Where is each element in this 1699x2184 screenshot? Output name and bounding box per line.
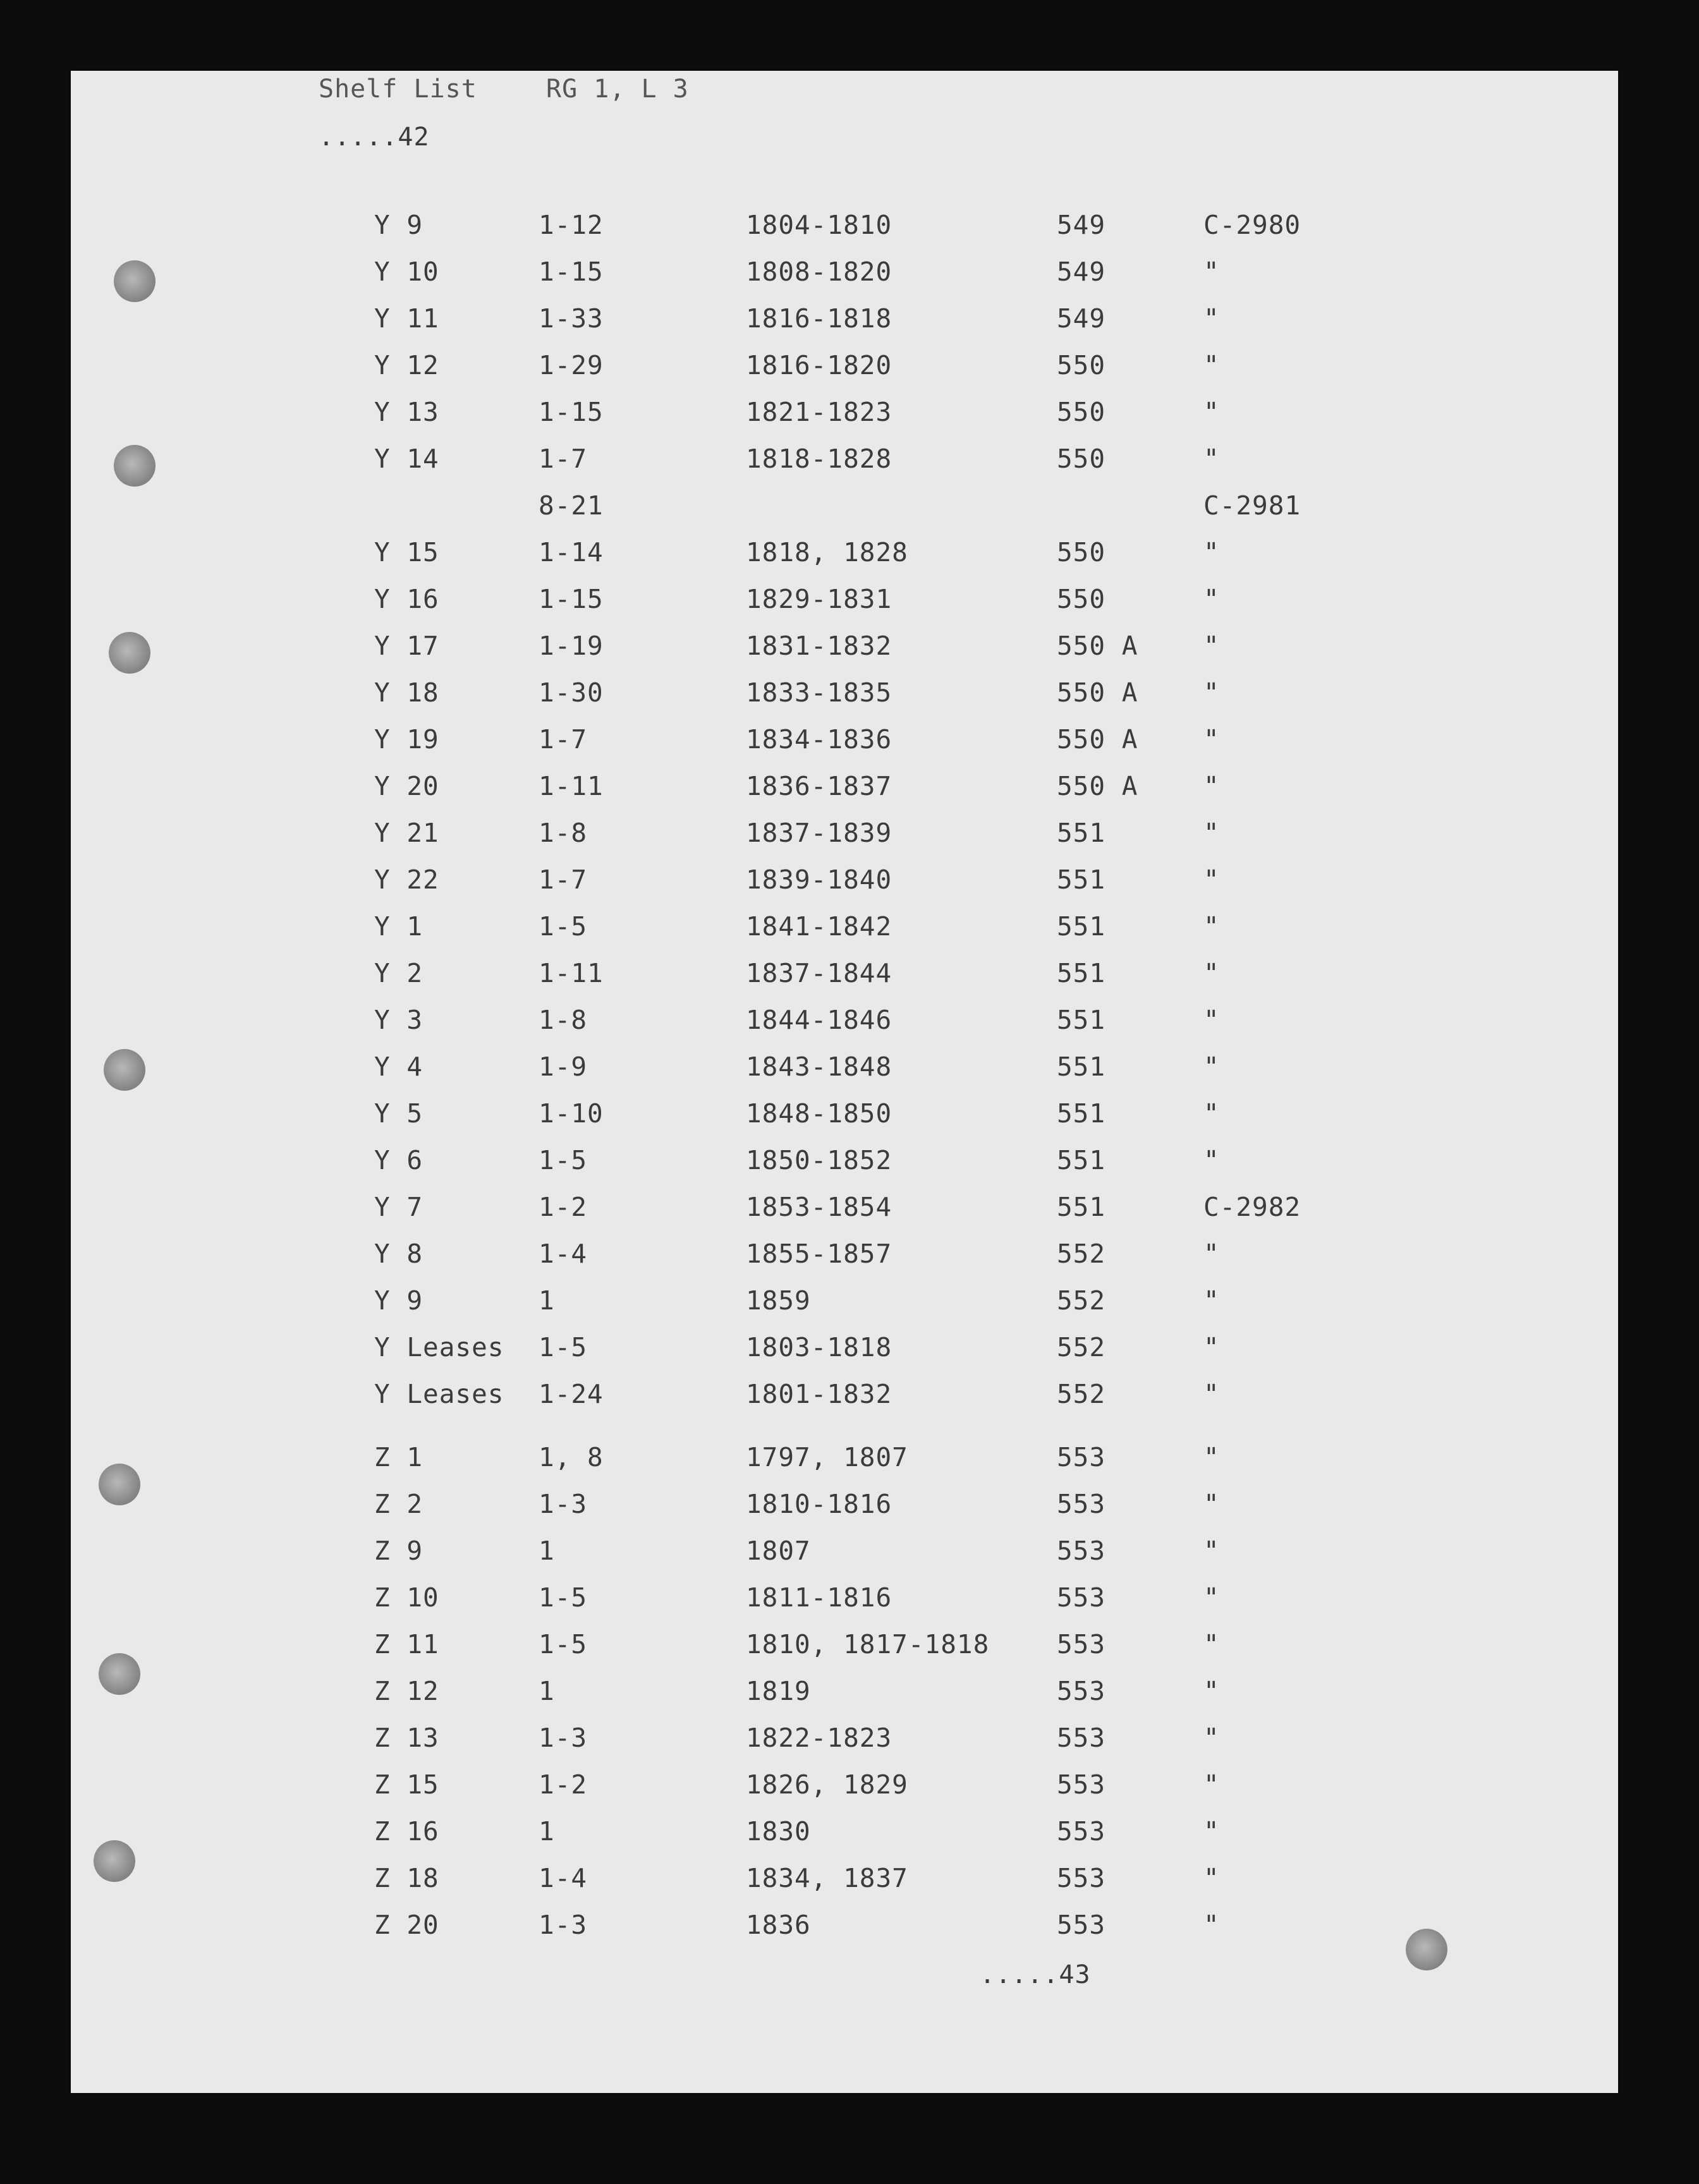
folder-cell: 1-5 [539, 1332, 588, 1362]
film-cell: " [1203, 631, 1220, 661]
folder-cell: 1-15 [539, 257, 604, 287]
box-cell: Y 21 [374, 818, 439, 848]
folder-cell: 1 [539, 1285, 555, 1316]
table-row [71, 350, 1618, 388]
folder-cell: 1-7 [539, 724, 588, 755]
reel-cell: 549 [1057, 303, 1106, 334]
reel-cell: 550 [1057, 584, 1106, 614]
film-cell: C-2981 [1203, 490, 1301, 521]
reel-cell: 552 [1057, 1285, 1106, 1316]
film-cell: " [1203, 1489, 1220, 1519]
dates-cell: 1821-1823 [746, 397, 892, 427]
dates-cell: 1804-1810 [746, 210, 892, 240]
box-cell: Y 19 [374, 724, 439, 755]
reel-cell: 550 [1057, 397, 1106, 427]
box-cell: Z 9 [374, 1536, 423, 1566]
box-cell: Y 9 [374, 210, 423, 240]
folder-cell: 1-15 [539, 584, 604, 614]
table-row [71, 1098, 1618, 1136]
table-row [71, 1629, 1618, 1667]
folder-cell: 1-4 [539, 1863, 588, 1893]
film-cell: " [1203, 350, 1220, 380]
folder-cell: 1, 8 [539, 1442, 604, 1472]
film-cell: " [1203, 1676, 1220, 1706]
table-row [71, 1285, 1618, 1323]
box-cell: Z 16 [374, 1816, 439, 1847]
box-cell: Y 6 [374, 1145, 423, 1175]
dates-cell: 1837-1844 [746, 958, 892, 988]
dates-cell: 1819 [746, 1676, 811, 1706]
reel-cell: 551 [1057, 1005, 1106, 1035]
box-cell: Y 4 [374, 1052, 423, 1082]
reel-cell: 550 A [1057, 677, 1138, 708]
folder-cell: 1-3 [539, 1723, 588, 1753]
table-row [71, 631, 1618, 669]
dates-cell: 1801-1832 [746, 1379, 892, 1409]
table-row [71, 864, 1618, 902]
reel-cell: 550 A [1057, 631, 1138, 661]
table-row [71, 1723, 1618, 1761]
film-cell: " [1203, 1582, 1220, 1613]
film-cell: " [1203, 1723, 1220, 1753]
folder-cell: 1-14 [539, 537, 604, 567]
folder-cell: 1 [539, 1536, 555, 1566]
reel-cell: 553 [1057, 1769, 1106, 1800]
box-cell: Y 22 [374, 864, 439, 895]
film-cell: " [1203, 1863, 1220, 1893]
dates-cell: 1807 [746, 1536, 811, 1566]
dates-cell: 1843-1848 [746, 1052, 892, 1082]
dates-cell: 1848-1850 [746, 1098, 892, 1129]
table-row [71, 537, 1618, 575]
film-cell: " [1203, 257, 1220, 287]
folder-cell: 1-33 [539, 303, 604, 334]
box-cell: Y 15 [374, 537, 439, 567]
folder-cell: 1-11 [539, 958, 604, 988]
box-cell: Y 12 [374, 350, 439, 380]
box-cell: Z 20 [374, 1910, 439, 1940]
reel-cell: 550 A [1057, 771, 1138, 801]
folder-cell: 1-7 [539, 864, 588, 895]
table-row [71, 1239, 1618, 1277]
box-cell: Y 10 [374, 257, 439, 287]
table-row [71, 1145, 1618, 1183]
folder-cell: 1-15 [539, 397, 604, 427]
reel-cell: 553 [1057, 1676, 1106, 1706]
table-row [71, 1379, 1618, 1417]
table-row [71, 397, 1618, 435]
box-cell: Z 10 [374, 1582, 439, 1613]
film-cell: " [1203, 911, 1220, 942]
box-cell: Y 5 [374, 1098, 423, 1129]
reel-cell: 552 [1057, 1332, 1106, 1362]
table-row [71, 1863, 1618, 1901]
film-cell: " [1203, 537, 1220, 567]
reel-cell: 551 [1057, 911, 1106, 942]
film-cell: " [1203, 1098, 1220, 1129]
reel-cell: 553 [1057, 1910, 1106, 1940]
reel-cell: 553 [1057, 1723, 1106, 1753]
film-cell: C-2980 [1203, 210, 1301, 240]
table-row [71, 257, 1618, 294]
dates-cell: 1818-1828 [746, 444, 892, 474]
folder-cell: 1-8 [539, 1005, 588, 1035]
table-row [71, 958, 1618, 996]
folder-cell: 1-3 [539, 1489, 588, 1519]
reel-cell: 552 [1057, 1379, 1106, 1409]
box-cell: Z 1 [374, 1442, 423, 1472]
reel-cell: 550 A [1057, 724, 1138, 755]
dates-cell: 1850-1852 [746, 1145, 892, 1175]
dates-cell: 1834, 1837 [746, 1863, 908, 1893]
film-cell: " [1203, 1145, 1220, 1175]
dates-cell: 1844-1846 [746, 1005, 892, 1035]
film-cell: " [1203, 818, 1220, 848]
table-row [71, 584, 1618, 622]
film-cell: " [1203, 1769, 1220, 1800]
dates-cell: 1833-1835 [746, 677, 892, 708]
box-cell: Y Leases [374, 1332, 504, 1362]
dates-cell: 1836 [746, 1910, 811, 1940]
box-cell: Y 14 [374, 444, 439, 474]
table-row [71, 677, 1618, 715]
box-cell: Z 12 [374, 1676, 439, 1706]
table-row [71, 1816, 1618, 1854]
reel-cell: 551 [1057, 1145, 1106, 1175]
film-cell: " [1203, 1285, 1220, 1316]
film-cell: " [1203, 1442, 1220, 1472]
dates-cell: 1855-1857 [746, 1239, 892, 1269]
table-row [71, 1536, 1618, 1574]
dates-cell: 1859 [746, 1285, 811, 1316]
film-cell: C-2982 [1203, 1192, 1301, 1222]
folder-cell: 1-3 [539, 1910, 588, 1940]
box-cell: Y 17 [374, 631, 439, 661]
film-cell: " [1203, 1816, 1220, 1847]
dates-cell: 1826, 1829 [746, 1769, 908, 1800]
box-cell: Y 13 [374, 397, 439, 427]
table-row [71, 444, 1618, 482]
reel-cell: 553 [1057, 1582, 1106, 1613]
reel-cell: 550 [1057, 537, 1106, 567]
box-cell: Y 7 [374, 1192, 423, 1222]
table-row [71, 490, 1618, 528]
folder-cell: 1-9 [539, 1052, 588, 1082]
next-page-ref: .....43 [980, 1960, 1091, 1989]
dates-cell: 1831-1832 [746, 631, 892, 661]
folder-cell: 1-2 [539, 1769, 588, 1800]
film-cell: " [1203, 677, 1220, 708]
folder-cell: 1-29 [539, 350, 604, 380]
table-row [71, 724, 1618, 762]
folder-cell: 1-8 [539, 818, 588, 848]
dates-cell: 1797, 1807 [746, 1442, 908, 1472]
table-row [71, 911, 1618, 949]
box-cell: Z 18 [374, 1863, 439, 1893]
reel-cell: 553 [1057, 1863, 1106, 1893]
dates-cell: 1816-1820 [746, 350, 892, 380]
box-cell: Z 11 [374, 1629, 439, 1659]
film-cell: " [1203, 1379, 1220, 1409]
folder-cell: 1-5 [539, 1145, 588, 1175]
folder-cell: 1 [539, 1676, 555, 1706]
box-cell: Y 9 [374, 1285, 423, 1316]
box-cell: Y 8 [374, 1239, 423, 1269]
reel-cell: 553 [1057, 1489, 1106, 1519]
reel-cell: 553 [1057, 1629, 1106, 1659]
dates-cell: 1818, 1828 [746, 537, 908, 567]
folder-cell: 8-21 [539, 490, 604, 521]
dates-cell: 1837-1839 [746, 818, 892, 848]
film-cell: " [1203, 1629, 1220, 1659]
reel-cell: 553 [1057, 1442, 1106, 1472]
reel-cell: 550 [1057, 350, 1106, 380]
box-cell: Y Leases [374, 1379, 504, 1409]
film-cell: " [1203, 303, 1220, 334]
reel-cell: 551 [1057, 818, 1106, 848]
dates-cell: 1808-1820 [746, 257, 892, 287]
reel-cell: 551 [1057, 1098, 1106, 1129]
reel-cell: 551 [1057, 1192, 1106, 1222]
folder-cell: 1-5 [539, 1629, 588, 1659]
folder-cell: 1-10 [539, 1098, 604, 1129]
folder-cell: 1-12 [539, 210, 604, 240]
previous-page-ref: .....42 [319, 123, 430, 152]
table-row [71, 1192, 1618, 1230]
dates-cell: 1836-1837 [746, 771, 892, 801]
box-cell: Y 11 [374, 303, 439, 334]
dates-cell: 1829-1831 [746, 584, 892, 614]
table-row [71, 1910, 1618, 1948]
folder-cell: 1-4 [539, 1239, 588, 1269]
dates-cell: 1822-1823 [746, 1723, 892, 1753]
box-cell: Z 15 [374, 1769, 439, 1800]
reel-cell: 551 [1057, 1052, 1106, 1082]
film-cell: " [1203, 584, 1220, 614]
document-page [71, 71, 1618, 2093]
table-row [71, 1052, 1618, 1089]
box-cell: Z 13 [374, 1723, 439, 1753]
film-cell: " [1203, 958, 1220, 988]
film-cell: " [1203, 1052, 1220, 1082]
dates-cell: 1839-1840 [746, 864, 892, 895]
table-row [71, 1489, 1618, 1527]
dates-cell: 1803-1818 [746, 1332, 892, 1362]
box-cell: Y 1 [374, 911, 423, 942]
table-row [71, 1442, 1618, 1480]
dates-cell: 1811-1816 [746, 1582, 892, 1613]
folder-cell: 1-7 [539, 444, 588, 474]
reel-cell: 549 [1057, 257, 1106, 287]
film-cell: " [1203, 864, 1220, 895]
film-cell: " [1203, 1332, 1220, 1362]
reel-cell: 553 [1057, 1816, 1106, 1847]
film-cell: " [1203, 1005, 1220, 1035]
table-row [71, 1582, 1618, 1620]
folder-cell: 1-24 [539, 1379, 604, 1409]
reel-cell: 553 [1057, 1536, 1106, 1566]
table-row [71, 1332, 1618, 1370]
box-cell: Y 18 [374, 677, 439, 708]
dates-cell: 1816-1818 [746, 303, 892, 334]
folder-cell: 1-11 [539, 771, 604, 801]
film-cell: " [1203, 444, 1220, 474]
dates-cell: 1834-1836 [746, 724, 892, 755]
folder-cell: 1 [539, 1816, 555, 1847]
box-cell: Y 3 [374, 1005, 423, 1035]
folder-cell: 1-2 [539, 1192, 588, 1222]
table-row [71, 1005, 1618, 1043]
folder-cell: 1-30 [539, 677, 604, 708]
table-row [71, 210, 1618, 248]
reel-cell: 549 [1057, 210, 1106, 240]
film-cell: " [1203, 1536, 1220, 1566]
box-cell: Y 16 [374, 584, 439, 614]
reel-cell: 551 [1057, 958, 1106, 988]
dates-cell: 1841-1842 [746, 911, 892, 942]
dates-cell: 1810, 1817-1818 [746, 1629, 990, 1659]
folder-cell: 1-19 [539, 631, 604, 661]
table-row [71, 771, 1618, 809]
film-cell: " [1203, 397, 1220, 427]
record-group-ref: RG 1, L 3 [546, 75, 689, 104]
folder-cell: 1-5 [539, 911, 588, 942]
table-row [71, 1676, 1618, 1714]
dates-cell: 1853-1854 [746, 1192, 892, 1222]
dates-cell: 1830 [746, 1816, 811, 1847]
reel-cell: 551 [1057, 864, 1106, 895]
dates-cell: 1810-1816 [746, 1489, 892, 1519]
box-cell: Z 2 [374, 1489, 423, 1519]
film-cell: " [1203, 1910, 1220, 1940]
film-cell: " [1203, 1239, 1220, 1269]
table-row [71, 818, 1618, 856]
film-cell: " [1203, 771, 1220, 801]
box-cell: Y 2 [374, 958, 423, 988]
table-row [71, 1769, 1618, 1807]
box-cell: Y 20 [374, 771, 439, 801]
folder-cell: 1-5 [539, 1582, 588, 1613]
film-cell: " [1203, 724, 1220, 755]
table-row [71, 303, 1618, 341]
page-title: Shelf List [319, 75, 477, 104]
reel-cell: 552 [1057, 1239, 1106, 1269]
reel-cell: 550 [1057, 444, 1106, 474]
